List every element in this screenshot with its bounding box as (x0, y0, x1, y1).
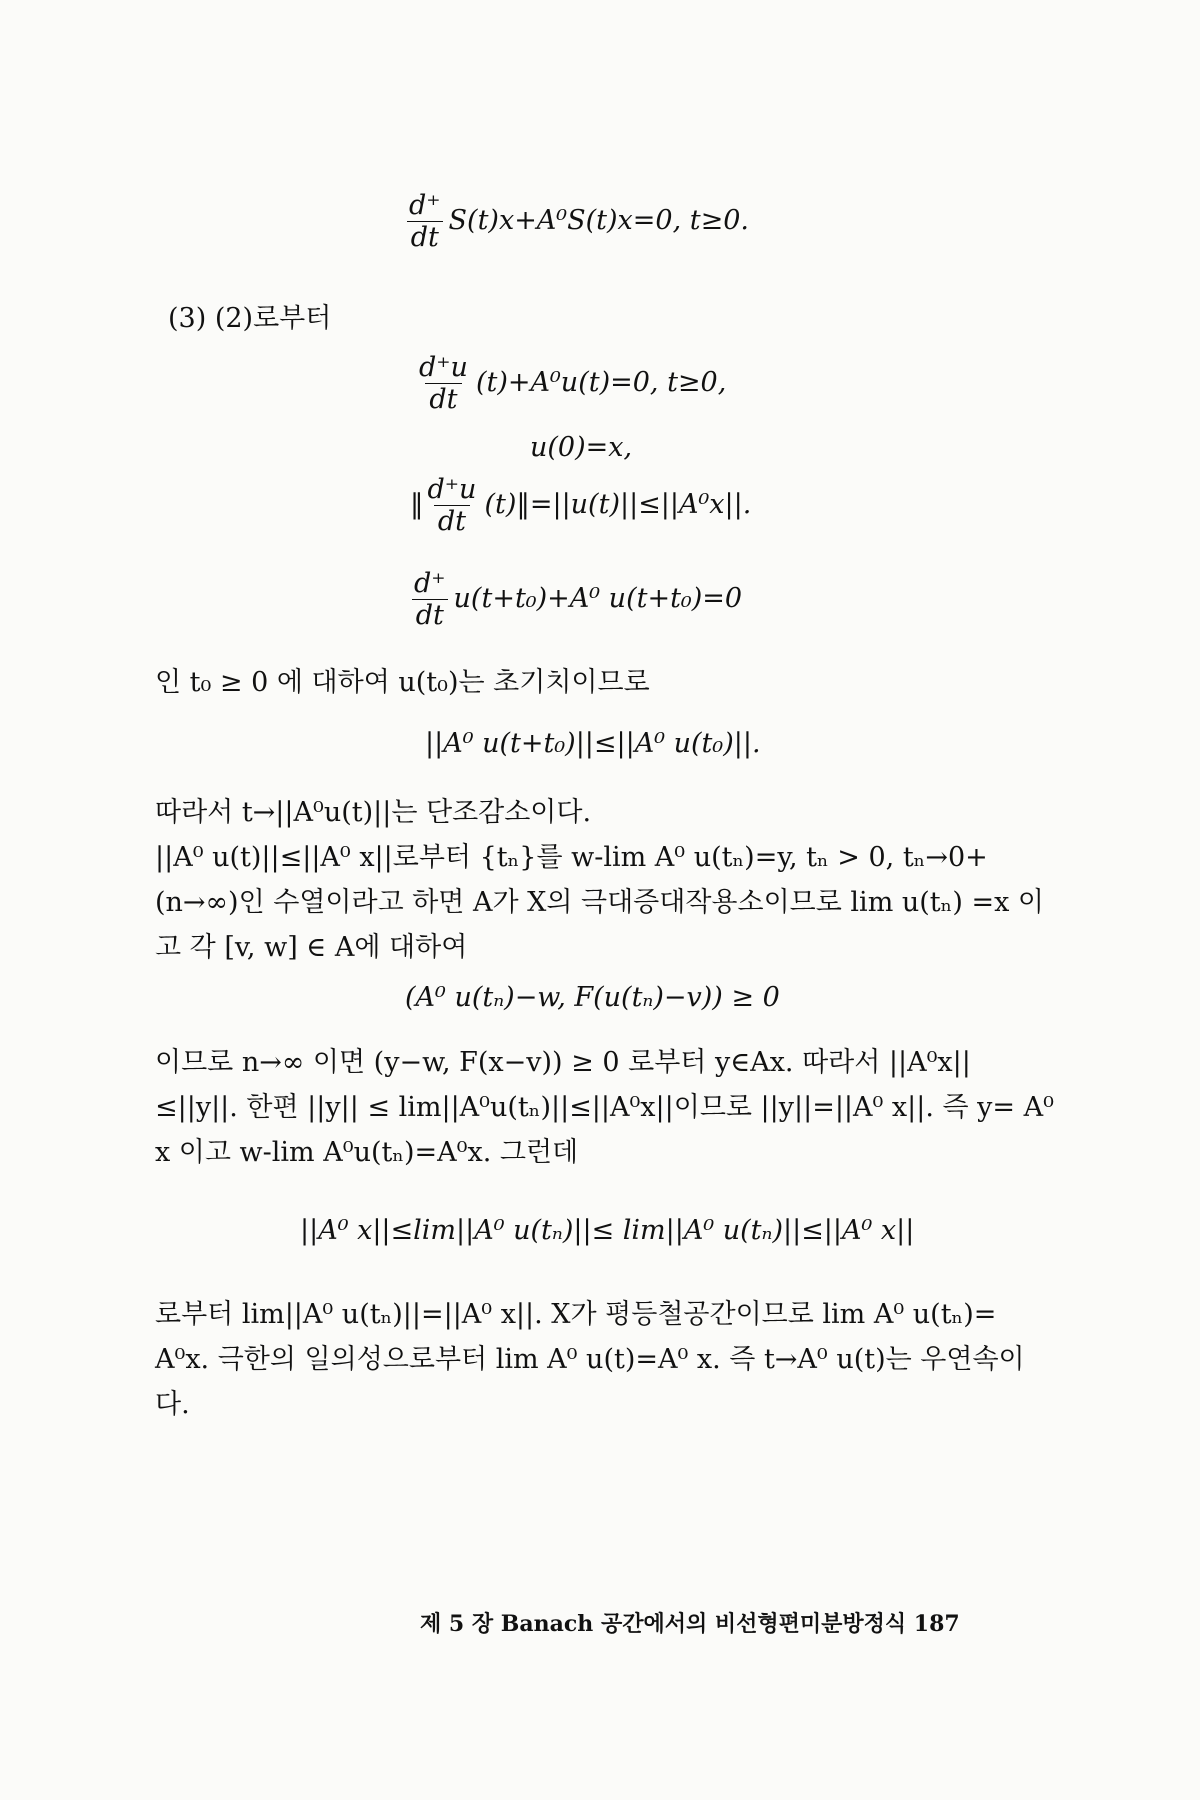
equation-8: ||A⁰ x||≤lim||A⁰ u(tₙ)||≤ lim||A⁰ u(tₙ)||≤||A⁰ x|| (300, 1215, 915, 1246)
equation-1 (405, 190, 749, 253)
fraction (415, 352, 472, 415)
fraction-denominator: dt (434, 505, 470, 537)
equation-7: (A⁰ u(tₙ)−w, F(u(tₙ)−v)) ≥ 0 (405, 982, 780, 1013)
equation-text: (t)‖=||u(t)||≤||A⁰x||. (484, 489, 752, 520)
equation-3: u(0)=x, (530, 432, 633, 463)
fraction (424, 474, 481, 537)
fraction-numerator: d⁺u (419, 352, 468, 383)
page-footer: 제 5 장 Banach 공간에서의 비선형편미분방정식 187 (420, 1611, 960, 1637)
paragraph-4: 이므로 n→∞ 이면 (y−w, F(x−v)) ≥ 0 로부터 y∈Ax. 따라서 ||A⁰x|| ≤||y||. 한편 ||y|| ≤ lim||A⁰u(tₙ)||≤||A⁰x||이므로 ||y||=||A⁰ x||. 즉 y= A⁰ x 이고 w-lim A⁰u(tₙ)=A⁰x. 그런데 (155, 1047, 1054, 1168)
equation-text: u(t+t₀)+A⁰ u(t+t₀)=0 (453, 583, 743, 614)
fraction-numerator: d⁺ (409, 190, 441, 221)
fraction-numerator: d⁺ (414, 568, 446, 599)
paragraph-1: 인 t₀ ≥ 0 에 대하여 u(t₀)는 초기치이므로 (155, 667, 650, 698)
fraction-denominator: dt (407, 221, 443, 253)
fraction-numerator: d⁺u (427, 474, 477, 505)
paragraph-3: ||A⁰ u(t)||≤||A⁰ x||로부터 {tₙ}를 w-lim A⁰ u(tₙ)=y, tₙ > 0, tₙ→0+ (n→∞)인 수열이라고 하면 A가 X의 극대증대작용소이므로 lim u(tₙ) =x 이고 각 [v, w] ∈ A에 대하여 (155, 842, 1044, 963)
fraction (410, 568, 450, 631)
fraction-denominator: dt (425, 383, 461, 415)
equation-text: S(t)x+A⁰S(t)x=0, t≥0. (448, 205, 749, 236)
paragraph-5: 로부터 lim||A⁰ u(tₙ)||=||A⁰ x||. X가 평등철공간이므로 lim A⁰ u(tₙ)= A⁰x. 극한의 일의성으로부터 lim A⁰ u(t)=A⁰ x. 즉 t→A⁰ u(t)는 우연속이다. (155, 1299, 1025, 1420)
fraction (405, 190, 445, 253)
equation-6: ||A⁰ u(t+t₀)||≤||A⁰ u(t₀)||. (425, 728, 761, 759)
section-label: (3) (2)로부터 (168, 303, 332, 334)
norm-bar: ‖ (410, 489, 424, 520)
paragraph-2: 따라서 t→||A⁰u(t)||는 단조감소이다. (155, 797, 592, 828)
equation-4 (410, 474, 751, 537)
fraction-denominator: dt (412, 599, 448, 631)
equation-5 (410, 568, 742, 631)
equation-text: (t)+A⁰u(t)=0, t≥0, (475, 367, 727, 398)
equation-2 (415, 352, 726, 415)
